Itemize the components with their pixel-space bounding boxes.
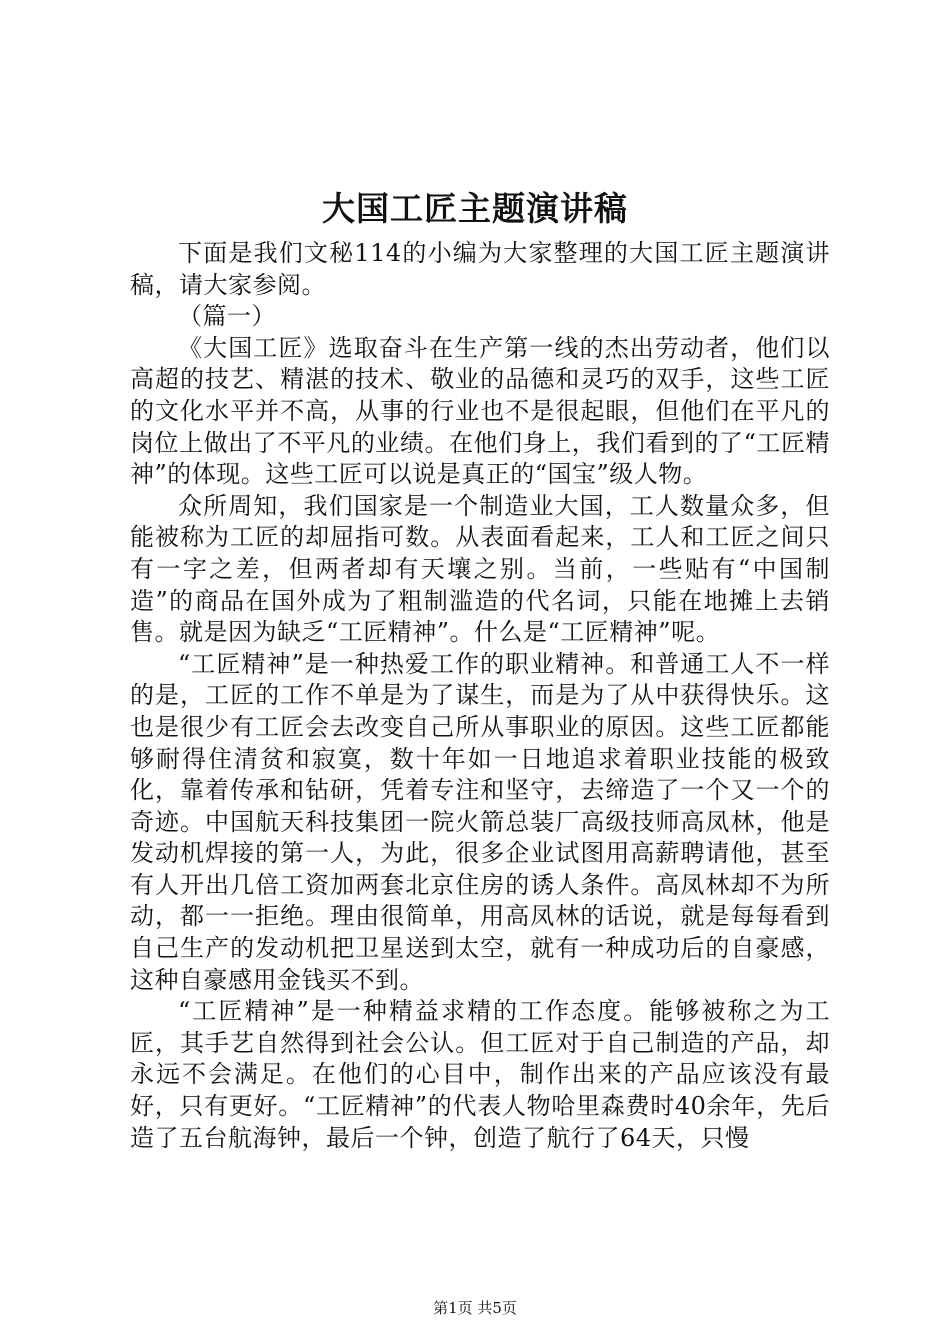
- paragraph-2: 众所周知，我们国家是一个制造业大国，工人数量众多，但能被称为工匠的却屈指可数。从表面看起来，工人和工匠之间只有一字之差，但两者却有天壤之别。当前，一些贴有“中国制造”的商品在国外成为了粗制滥造的代名词，只能在地摊上去销售。就是因为缺乏“工匠精神”。什么是“工匠精神”呢。: [130, 491, 830, 647]
- paragraph-3: “工匠精神”是一种热爱工作的职业精神。和普通工人不一样的是，工匠的工作不单是为了谋生，而是为了从中获得快乐。这也是很少有工匠会去改变自己所从事职业的原因。这些工匠都能够耐得住清贫和寂寞，数十年如一日地追求着职业技能的极致化，靠着传承和钻研，凭着专注和坚守，去缔造了一个又一个的奇迹。中国航天科技集团一院火箭总装厂高级技师高凤林，他是发动机焊接的第一人，为此，很多企业试图用高薪聘请他，甚至有人开出几倍工资加两套北京住房的诱人条件。高凤林却不为所动，都一一拒绝。理由很简单，用高凤林的话说，就是每每看到自己生产的发动机把卫星送到太空，就有一种成功后的自豪感，这种自豪感用金钱买不到。: [130, 649, 830, 994]
- document-title: 大国工匠主题演讲稿: [322, 189, 628, 228]
- paragraph-1: 《大国工匠》选取奋斗在生产第一线的杰出劳动者，他们以高超的技艺、精湛的技术、敬业的品德和灵巧的双手，这些工匠的文化水平并不高，从事的行业也不是很起眼，但他们在平凡的岗位上做出了不平凡的业绩。在他们身上，我们看到的了“工匠精神”的体现。这些工匠可以说是真正的“国宝”级人物。: [130, 333, 830, 489]
- paragraph-intro: 下面是我们文秘114的小编为大家整理的大国工匠主题演讲稿，请大家参阅。: [130, 239, 830, 299]
- page-footer: 第1页 共5页: [433, 1299, 517, 1317]
- paragraph-section-label: （篇一）: [178, 302, 276, 331]
- document-body: [130, 238, 830, 1154]
- paragraph-4: “工匠精神”是一种精益求精的工作态度。能够被称之为工匠，其手艺自然得到社会公认。但工匠对于自己制造的产品，却永远不会满足。在他们的心目中，制作出来的产品应该没有最好，只有更好。“工匠精神”的代表人物哈里森费时40余年，先后造了五台航海钟，最后一个钟，创造了航行了64天，只慢: [130, 997, 830, 1152]
